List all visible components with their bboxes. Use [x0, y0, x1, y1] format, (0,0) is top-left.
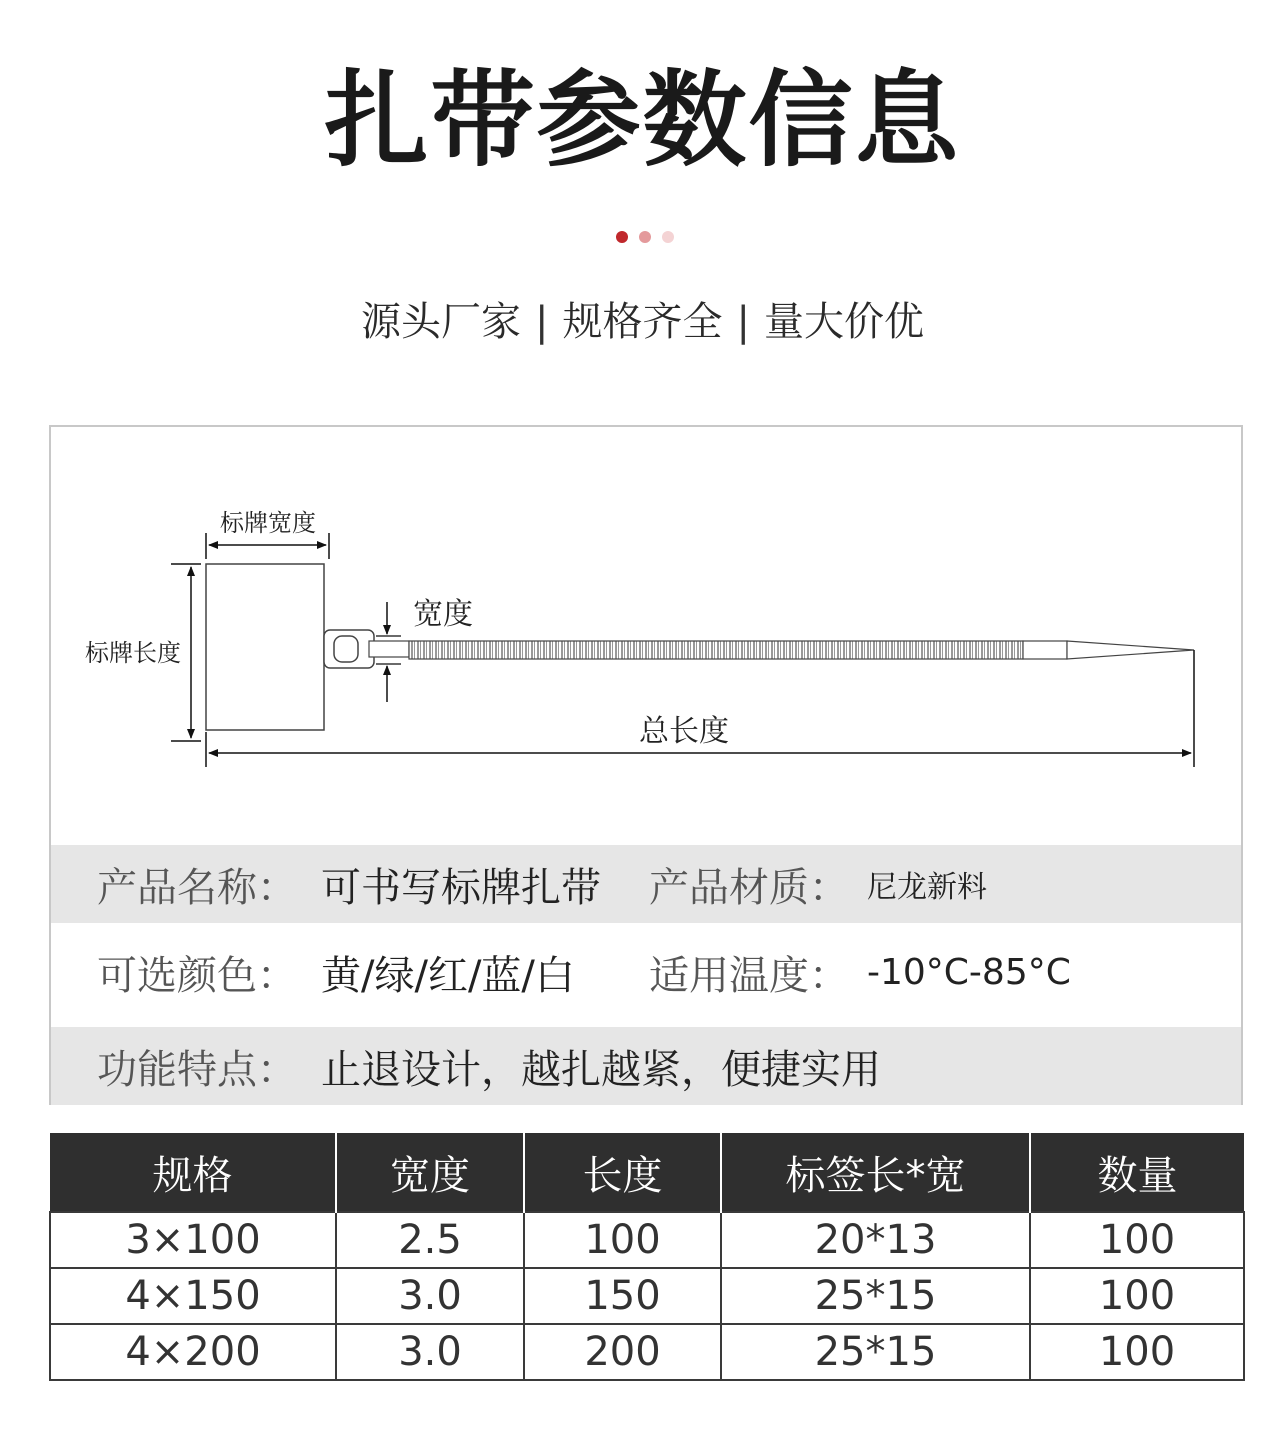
header-width: 宽度: [336, 1133, 524, 1212]
toothed-strap: [409, 641, 1023, 659]
features-label: 功能特点：: [97, 1046, 297, 1093]
cell-quantity: 100: [1030, 1212, 1244, 1268]
table-row: [50, 1268, 1244, 1324]
material-value: 尼龙新料: [867, 870, 987, 905]
label-tag-width: 标牌宽度: [220, 509, 316, 537]
tagline-separator: |: [535, 299, 549, 345]
tag-plate: [206, 564, 324, 730]
cell-spec: 3×100: [50, 1212, 336, 1268]
color-options-label: 可选颜色：: [97, 952, 297, 999]
info-row-name-material: [51, 845, 1241, 923]
strap-tip: [1067, 641, 1194, 659]
dot-2: [639, 231, 651, 243]
cable-tie-diagram: [51, 427, 1241, 847]
header-spec: 规格: [50, 1133, 336, 1212]
product-name-label: 产品名称：: [97, 864, 297, 911]
tagline: [0, 294, 1285, 350]
label-tag-length: 标牌长度: [85, 639, 181, 667]
label-width: 宽度: [413, 597, 473, 632]
header-length: 长度: [524, 1133, 721, 1212]
header-tag-size: 标签长*宽: [721, 1133, 1030, 1212]
cell-spec: 4×150: [50, 1268, 336, 1324]
dot-1: [616, 231, 628, 243]
temperature-value: -10°C-85°C: [867, 951, 1071, 993]
product-name-value: 可书写标牌扎带: [321, 864, 601, 911]
cell-tag-size: 25*15: [721, 1268, 1030, 1324]
info-row-color-temperature: [51, 933, 1241, 1011]
cell-width: 2.5: [336, 1212, 524, 1268]
cell-quantity: 100: [1030, 1324, 1244, 1380]
page-title: 扎带参数信息: [324, 59, 961, 181]
cell-length: 100: [524, 1212, 721, 1268]
dot-3: [662, 231, 674, 243]
label-total-length: 总长度: [639, 714, 729, 749]
tagline-item-2: 规格齐全: [562, 299, 723, 345]
material-label: 产品材质：: [649, 864, 849, 911]
cell-width: 3.0: [336, 1324, 524, 1380]
cell-tag-size: 25*15: [721, 1324, 1030, 1380]
cell-length: 150: [524, 1268, 721, 1324]
table-row: [50, 1212, 1244, 1268]
header-quantity: 数量: [1030, 1133, 1244, 1212]
features-value: 止退设计，越扎越紧，便捷实用: [321, 1046, 881, 1093]
color-options-value: 黄/绿/红/蓝/白: [321, 952, 575, 999]
tagline-item-3: 量大价优: [763, 299, 924, 345]
decorative-dots: [616, 231, 674, 243]
spec-table: [49, 1133, 1245, 1381]
tagline-item-1: 源头厂家: [361, 299, 522, 345]
cell-width: 3.0: [336, 1268, 524, 1324]
tagline-separator: |: [736, 299, 750, 345]
spec-panel: [49, 425, 1243, 1105]
temperature-label: 适用温度：: [649, 952, 849, 999]
table-row: [50, 1324, 1244, 1380]
cell-length: 200: [524, 1324, 721, 1380]
cell-quantity: 100: [1030, 1268, 1244, 1324]
table-header-row: [50, 1133, 1244, 1212]
info-row-features: [51, 1027, 1241, 1105]
cell-spec: 4×200: [50, 1324, 336, 1380]
cell-tag-size: 20*13: [721, 1212, 1030, 1268]
